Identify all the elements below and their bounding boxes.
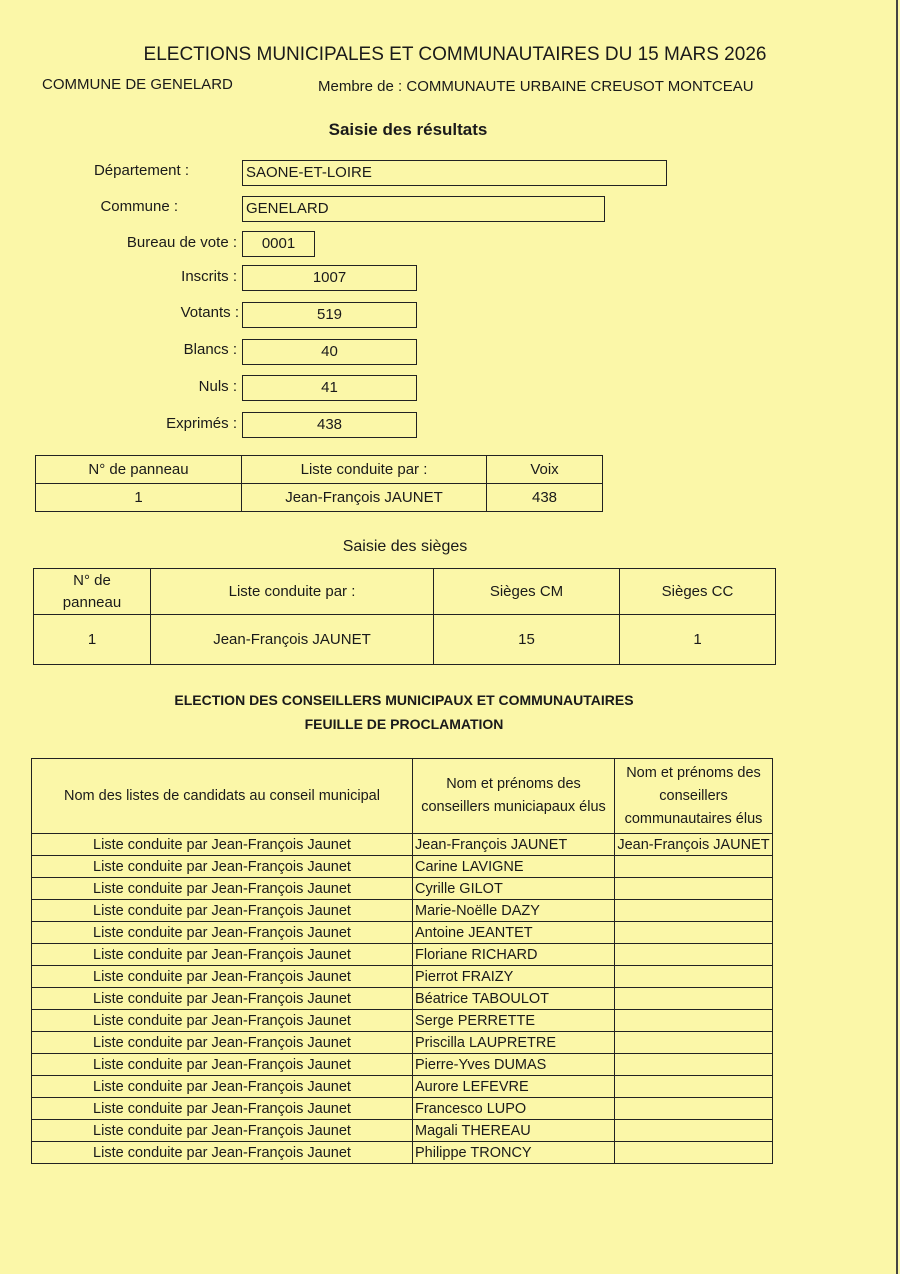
- conseiller-municipal-cell: Antoine JEANTET: [413, 922, 615, 944]
- inscrits-field: 1007: [242, 265, 417, 291]
- conseiller-communautaire-cell: [615, 922, 773, 944]
- proclamation-title: ELECTION DES CONSEILLERS MUNICIPAUX ET COMMUNAUTAIRES: [174, 692, 634, 708]
- list-name-cell: Liste conduite par Jean-François Jaunet: [32, 1054, 413, 1076]
- conseiller-municipal-cell: Cyrille GILOT: [413, 878, 615, 900]
- seats-header-row: [34, 569, 776, 615]
- inscrits-label: Inscrits :: [181, 268, 237, 285]
- seats-header-cc: Sièges CC: [620, 569, 776, 615]
- results-row: [36, 484, 603, 512]
- commune-name: COMMUNE DE GENELARD: [42, 76, 233, 93]
- conseiller-communautaire-cell: Jean-François JAUNET: [615, 834, 773, 856]
- proclamation-row: [32, 1054, 773, 1076]
- membre-de: Membre de : COMMUNAUTE URBAINE CREUSOT MONTCEAU: [318, 78, 754, 95]
- nuls-field: 41: [242, 375, 417, 401]
- list-name-cell: Liste conduite par Jean-François Jaunet: [32, 966, 413, 988]
- bureau-label: Bureau de vote :: [126, 234, 237, 251]
- proclamation-row: [32, 1076, 773, 1098]
- seats-header-liste: Liste conduite par :: [151, 569, 434, 615]
- conseiller-municipal-cell: Priscilla LAUPRETRE: [413, 1032, 615, 1054]
- proclamation-row: [32, 944, 773, 966]
- header-conseillers-municipaux: Nom et prénoms des conseillers municiapaux élus: [413, 759, 615, 834]
- header-listes: Nom des listes de candidats au conseil municipal: [32, 759, 413, 834]
- departement-label: Département :: [93, 162, 189, 179]
- blancs-label: Blancs :: [183, 341, 237, 358]
- list-name-cell: Liste conduite par Jean-François Jaunet: [32, 944, 413, 966]
- list-name-cell: Liste conduite par Jean-François Jaunet: [32, 878, 413, 900]
- sieges-title: Saisie des sièges: [342, 538, 468, 555]
- panneau-value: 1: [36, 484, 242, 512]
- proclamation-row: [32, 834, 773, 856]
- liste-value: Jean-François JAUNET: [242, 484, 487, 512]
- list-name-cell: Liste conduite par Jean-François Jaunet: [32, 922, 413, 944]
- exprimes-label: Exprimés :: [166, 415, 237, 432]
- seats-row: [34, 615, 776, 665]
- conseiller-municipal-cell: Carine LAVIGNE: [413, 856, 615, 878]
- proclamation-table: [31, 758, 773, 1164]
- proclamation-header-row: [32, 759, 773, 834]
- conseiller-communautaire-cell: [615, 966, 773, 988]
- departement-field: SAONE-ET-LOIRE: [242, 160, 667, 186]
- list-name-cell: Liste conduite par Jean-François Jaunet: [32, 1032, 413, 1054]
- conseiller-municipal-cell: Magali THEREAU: [413, 1120, 615, 1142]
- seats-liste-value: Jean-François JAUNET: [151, 615, 434, 665]
- blancs-field: 40: [242, 339, 417, 365]
- list-name-cell: Liste conduite par Jean-François Jaunet: [32, 1142, 413, 1164]
- list-name-cell: Liste conduite par Jean-François Jaunet: [32, 1010, 413, 1032]
- conseiller-municipal-cell: Jean-François JAUNET: [413, 834, 615, 856]
- proclamation-row: [32, 922, 773, 944]
- seats-cc-value: 1: [620, 615, 776, 665]
- document-title: ELECTIONS MUNICIPALES ET COMMUNAUTAIRES DU 15 MARS 2026: [143, 44, 767, 65]
- conseiller-municipal-cell: Serge PERRETTE: [413, 1010, 615, 1032]
- proclamation-subtitle: FEUILLE DE PROCLAMATION: [304, 716, 504, 732]
- nuls-label: Nuls :: [198, 378, 237, 395]
- conseiller-municipal-cell: Pierre-Yves DUMAS: [413, 1054, 615, 1076]
- proclamation-row: [32, 900, 773, 922]
- header-panneau: N° de panneau: [36, 456, 242, 484]
- conseiller-communautaire-cell: [615, 1098, 773, 1120]
- header-voix: Voix: [487, 456, 603, 484]
- proclamation-row: [32, 966, 773, 988]
- results-header-row: [36, 456, 603, 484]
- conseiller-communautaire-cell: [615, 944, 773, 966]
- conseiller-communautaire-cell: [615, 1120, 773, 1142]
- list-name-cell: Liste conduite par Jean-François Jaunet: [32, 900, 413, 922]
- voix-value: 438: [487, 484, 603, 512]
- proclamation-row: [32, 1032, 773, 1054]
- proclamation-row: [32, 988, 773, 1010]
- seats-header-panneau: N° de panneau: [34, 569, 151, 615]
- conseiller-communautaire-cell: [615, 988, 773, 1010]
- conseiller-municipal-cell: Marie-Noëlle DAZY: [413, 900, 615, 922]
- conseiller-municipal-cell: Philippe TRONCY: [413, 1142, 615, 1164]
- votants-label: Votants :: [180, 304, 239, 321]
- votants-field: 519: [242, 302, 417, 328]
- proclamation-row: [32, 1120, 773, 1142]
- seats-cm-value: 15: [434, 615, 620, 665]
- header-conseillers-communautaires: Nom et prénoms des conseillers communautaires élus: [615, 759, 773, 834]
- conseiller-communautaire-cell: [615, 1076, 773, 1098]
- proclamation-row: [32, 1010, 773, 1032]
- commune-field: GENELARD: [242, 196, 605, 222]
- seats-table: [33, 568, 776, 665]
- conseiller-communautaire-cell: [615, 878, 773, 900]
- list-name-cell: Liste conduite par Jean-François Jaunet: [32, 1076, 413, 1098]
- proclamation-row: [32, 1098, 773, 1120]
- results-table: [35, 455, 603, 512]
- proclamation-body: [32, 834, 773, 1164]
- list-name-cell: Liste conduite par Jean-François Jaunet: [32, 856, 413, 878]
- seats-header-cm: Sièges CM: [434, 569, 620, 615]
- conseiller-communautaire-cell: [615, 900, 773, 922]
- list-name-cell: Liste conduite par Jean-François Jaunet: [32, 988, 413, 1010]
- list-name-cell: Liste conduite par Jean-François Jaunet: [32, 1120, 413, 1142]
- conseiller-municipal-cell: Béatrice TABOULOT: [413, 988, 615, 1010]
- proclamation-row: [32, 856, 773, 878]
- conseiller-communautaire-cell: [615, 1054, 773, 1076]
- conseiller-municipal-cell: Pierrot FRAIZY: [413, 966, 615, 988]
- conseiller-municipal-cell: Aurore LEFEVRE: [413, 1076, 615, 1098]
- conseiller-municipal-cell: Floriane RICHARD: [413, 944, 615, 966]
- header-liste: Liste conduite par :: [242, 456, 487, 484]
- bureau-field: 0001: [242, 231, 315, 257]
- conseiller-communautaire-cell: [615, 1010, 773, 1032]
- saisie-title: Saisie des résultats: [328, 120, 488, 139]
- scan-edge: [896, 0, 898, 1274]
- conseiller-communautaire-cell: [615, 1142, 773, 1164]
- seats-panneau-value: 1: [34, 615, 151, 665]
- list-name-cell: Liste conduite par Jean-François Jaunet: [32, 1098, 413, 1120]
- list-name-cell: Liste conduite par Jean-François Jaunet: [32, 834, 413, 856]
- conseiller-municipal-cell: Francesco LUPO: [413, 1098, 615, 1120]
- proclamation-row: [32, 1142, 773, 1164]
- commune-label: Commune :: [100, 198, 178, 215]
- exprimes-field: 438: [242, 412, 417, 438]
- conseiller-communautaire-cell: [615, 856, 773, 878]
- conseiller-communautaire-cell: [615, 1032, 773, 1054]
- proclamation-row: [32, 878, 773, 900]
